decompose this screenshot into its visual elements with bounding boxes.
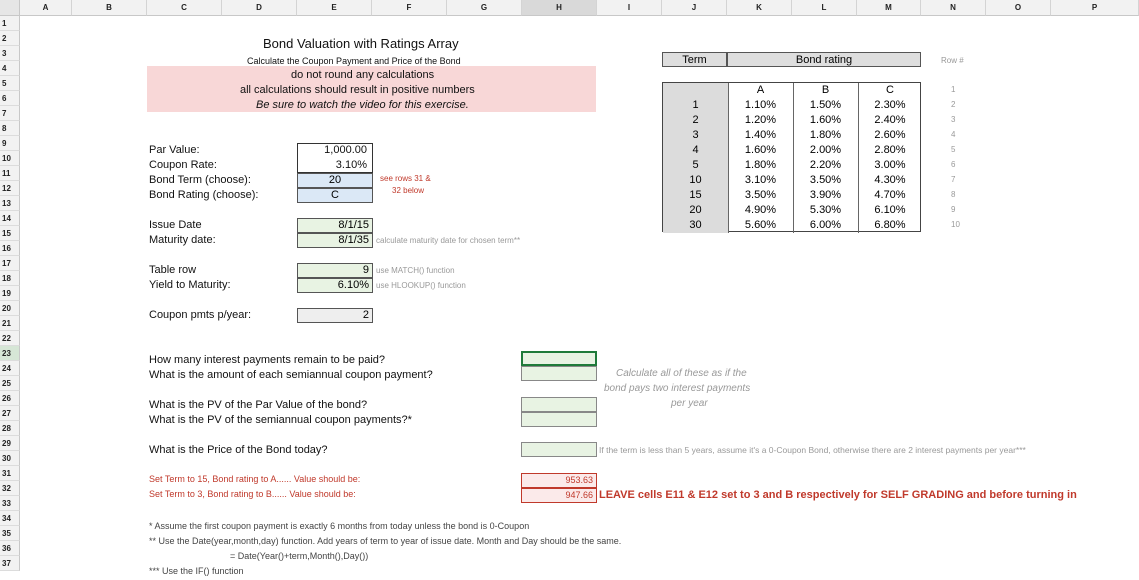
rate-cell[interactable]: 6.00% xyxy=(809,219,842,231)
row-header-36[interactable]: 36 xyxy=(0,541,20,556)
rate-cell[interactable]: 2.20% xyxy=(809,159,842,171)
coupon-label: Coupon Rate: xyxy=(149,159,217,171)
rate-cell[interactable]: 1.40% xyxy=(744,129,777,141)
term-label: Bond Term (choose): xyxy=(149,174,251,186)
row-header-23[interactable]: 23 xyxy=(0,346,20,361)
row-header-34[interactable]: 34 xyxy=(0,511,20,526)
answer-price[interactable] xyxy=(521,442,597,457)
column-header-d[interactable]: D xyxy=(222,0,297,16)
row-number-cell: 8 xyxy=(951,190,956,199)
row-header-9[interactable]: 9 xyxy=(0,136,20,151)
column-header-e[interactable]: E xyxy=(297,0,372,16)
row-number-cell: 9 xyxy=(951,205,956,214)
table-row-label: Table row xyxy=(149,264,197,276)
term-cell[interactable]: 30 xyxy=(689,219,702,231)
column-header-o[interactable]: O xyxy=(986,0,1051,16)
row-header-5[interactable]: 5 xyxy=(0,76,20,91)
table-divider xyxy=(793,83,794,233)
rate-cell[interactable]: 2.30% xyxy=(874,99,906,111)
table-row-hint: use MATCH() function xyxy=(376,266,455,275)
column-header-l[interactable]: L xyxy=(792,0,857,16)
rate-cell[interactable]: 1.60% xyxy=(744,144,777,156)
column-header-b[interactable]: B xyxy=(72,0,147,16)
row-header-4[interactable]: 4 xyxy=(0,61,20,76)
maturity-label: Maturity date: xyxy=(149,234,216,246)
row-header-8[interactable]: 8 xyxy=(0,121,20,136)
footnote-3: = Date(Year()+term,Month(),Day()) xyxy=(230,551,369,561)
row-header-7[interactable]: 7 xyxy=(0,106,20,121)
rate-cell[interactable]: 3.90% xyxy=(809,189,842,201)
row-number-cell: 4 xyxy=(951,130,956,139)
row-header-13[interactable]: 13 xyxy=(0,196,20,211)
rate-cell[interactable]: 4.70% xyxy=(874,189,906,201)
par-value-cell[interactable]: 1,000.00 xyxy=(324,144,367,156)
answer-coupon-amount[interactable] xyxy=(521,366,597,381)
rating-col-header: A xyxy=(756,84,765,96)
rate-cell[interactable]: 1.20% xyxy=(744,114,777,126)
row-header-19[interactable]: 19 xyxy=(0,286,20,301)
term-cell[interactable]: 1 xyxy=(692,99,699,111)
column-header-i[interactable]: I xyxy=(597,0,662,16)
rate-cell[interactable]: 6.80% xyxy=(874,219,906,231)
column-header-f[interactable]: F xyxy=(372,0,447,16)
table-divider xyxy=(728,83,729,233)
row-header-10[interactable]: 10 xyxy=(0,151,20,166)
row-header-30[interactable]: 30 xyxy=(0,451,20,466)
question-price: What is the Price of the Bond today? xyxy=(149,444,328,456)
rate-cell[interactable]: 2.60% xyxy=(874,129,906,141)
row-header-29[interactable]: 29 xyxy=(0,436,20,451)
ytm-label: Yield to Maturity: xyxy=(149,279,231,291)
note-video: Be sure to watch the video for this exercise. xyxy=(256,99,469,111)
column-header-g[interactable]: G xyxy=(447,0,522,16)
rate-cell[interactable]: 3.50% xyxy=(809,174,842,186)
question-pv-par: What is the PV of the Par Value of the bond? xyxy=(149,399,368,411)
row-header-18[interactable]: 18 xyxy=(0,271,20,286)
pmts-label: Coupon pmts p/year: xyxy=(149,309,252,321)
row-header-27[interactable]: 27 xyxy=(0,406,20,421)
question-coupon-amount: What is the amount of each semiannual coupon payment? xyxy=(149,369,433,381)
zero-coupon-note: If the term is less than 5 years, assume it's a 0-Coupon Bond, otherwise there are 2 interest payments per year*** xyxy=(599,445,1026,455)
column-header-j[interactable]: J xyxy=(662,0,727,16)
row-header-20[interactable]: 20 xyxy=(0,301,20,316)
page-title: Bond Valuation with Ratings Array xyxy=(263,36,459,51)
term-cell[interactable]: 5 xyxy=(692,159,699,171)
term-cell[interactable]: 2 xyxy=(692,114,699,126)
column-header-m[interactable]: M xyxy=(857,0,921,16)
ytm-hint: use HLOOKUP() function xyxy=(376,281,466,290)
side-note-line-3: per year xyxy=(671,398,708,409)
maturity-hint: calculate maturity date for chosen term** xyxy=(376,236,521,245)
note-positive: all calculations should result in positive numbers xyxy=(240,84,475,96)
table-divider xyxy=(858,83,859,233)
row-header-2[interactable]: 2 xyxy=(0,31,20,46)
row-number-cell: 5 xyxy=(951,145,956,154)
side-note-line-1: Calculate all of these as if the xyxy=(616,368,747,379)
column-header-p[interactable]: P xyxy=(1051,0,1139,16)
row-header-6[interactable]: 6 xyxy=(0,91,20,106)
answer-payments-remaining[interactable] xyxy=(521,351,597,366)
row-header-25[interactable]: 25 xyxy=(0,376,20,391)
row-header-37[interactable]: 37 xyxy=(0,556,20,571)
row-header-16[interactable]: 16 xyxy=(0,241,20,256)
note-no-round: do not round any calculations xyxy=(291,69,435,81)
rating-col-header: B xyxy=(821,84,830,96)
rate-cell[interactable]: 5.30% xyxy=(809,204,842,216)
rate-cell[interactable]: 4.90% xyxy=(744,204,777,216)
check-1-value: 953.63 xyxy=(521,473,597,488)
row-header-21[interactable]: 21 xyxy=(0,316,20,331)
row-header-32[interactable]: 32 xyxy=(0,481,20,496)
row-header-35[interactable]: 35 xyxy=(0,526,20,541)
row-header-15[interactable]: 15 xyxy=(0,226,20,241)
see-rows-note-1: see rows 31 & xyxy=(380,174,431,183)
row-header-33[interactable]: 33 xyxy=(0,496,20,511)
row-header-26[interactable]: 26 xyxy=(0,391,20,406)
bond-rating-header: Bond rating xyxy=(727,52,921,67)
footnote-1: * Assume the first coupon payment is exactly 6 months from today unless the bond is 0-Coupon xyxy=(149,521,530,531)
column-header-k[interactable]: K xyxy=(727,0,792,16)
row-header-24[interactable]: 24 xyxy=(0,361,20,376)
row-header-12[interactable]: 12 xyxy=(0,181,20,196)
footnote-2: ** Use the Date(year,month,day) function. Add years of term to year of issue date. Month and Day should be the same. xyxy=(149,536,622,546)
rating-input-cell[interactable]: C xyxy=(297,188,373,203)
leave-cells-note: LEAVE cells E11 & E12 set to 3 and B respectively for SELF GRADING and before turning in xyxy=(599,489,1077,501)
rate-cell[interactable]: 2.80% xyxy=(874,144,906,156)
column-header-h[interactable]: H xyxy=(522,0,597,16)
column-header-n[interactable]: N xyxy=(921,0,986,16)
pmts-cell[interactable]: 2 xyxy=(297,308,373,323)
table-row-cell[interactable]: 9 xyxy=(297,263,373,278)
check-2-value: 947.66 xyxy=(521,488,597,503)
row-number-cell: 1 xyxy=(951,85,956,94)
term-col-blank-header xyxy=(663,83,728,98)
rate-cell[interactable]: 1.60% xyxy=(809,114,842,126)
column-header-a[interactable]: A xyxy=(20,0,72,16)
rating-col-header: C xyxy=(886,84,894,96)
term-cell[interactable]: 20 xyxy=(689,204,702,216)
rate-cell[interactable]: 1.10% xyxy=(744,99,777,111)
select-all-corner[interactable] xyxy=(0,0,20,16)
issue-date-cell[interactable]: 8/1/15 xyxy=(297,218,373,233)
row-header-1[interactable]: 1 xyxy=(0,16,20,31)
term-cell[interactable]: 4 xyxy=(692,144,699,156)
row-header-22[interactable]: 22 xyxy=(0,331,20,346)
rate-cell[interactable]: 6.10% xyxy=(874,204,906,216)
column-header-c[interactable]: C xyxy=(147,0,222,16)
row-header-28[interactable]: 28 xyxy=(0,421,20,436)
rate-cell[interactable]: 3.10% xyxy=(744,174,777,186)
term-cell[interactable]: 10 xyxy=(689,174,702,186)
term-cell[interactable]: 3 xyxy=(692,129,699,141)
answer-pv-par[interactable] xyxy=(521,397,597,412)
row-header-3[interactable]: 3 xyxy=(0,46,20,61)
ytm-cell[interactable]: 6.10% xyxy=(297,278,373,293)
row-number-cell: 10 xyxy=(951,220,960,229)
rate-cell[interactable]: 1.80% xyxy=(809,129,842,141)
term-header: Term xyxy=(662,52,727,67)
term-cell[interactable]: 15 xyxy=(689,189,702,201)
check-2-label: Set Term to 3, Bond rating to B...... Value should be: xyxy=(149,489,356,499)
row-number-cell: 6 xyxy=(951,160,956,169)
rating-table xyxy=(662,82,921,232)
side-note-line-2: bond pays two interest payments xyxy=(604,383,751,394)
maturity-date-cell[interactable]: 8/1/35 xyxy=(297,233,373,248)
rate-cell[interactable]: 3.00% xyxy=(874,159,906,171)
term-input-cell[interactable]: 20 xyxy=(297,173,373,188)
see-rows-note-2: 32 below xyxy=(392,186,425,195)
issue-label: Issue Date xyxy=(149,219,202,231)
subtitle: Calculate the Coupon Payment and Price of the Bond xyxy=(247,56,461,66)
rate-cell[interactable]: 2.40% xyxy=(874,114,906,126)
check-1-label: Set Term to 15, Bond rating to A...... Value should be: xyxy=(149,474,361,484)
row-number-cell: 2 xyxy=(951,100,956,109)
row-number-cell: 7 xyxy=(951,175,956,184)
coupon-value-cell[interactable]: 3.10% xyxy=(335,159,367,171)
rate-cell[interactable]: 5.60% xyxy=(744,219,777,231)
row-header-31[interactable]: 31 xyxy=(0,466,20,481)
footnote-4: *** Use the IF() function xyxy=(149,566,244,576)
question-payments-remaining: How many interest payments remain to be paid? xyxy=(149,354,386,366)
rating-label: Bond Rating (choose): xyxy=(149,189,259,201)
rate-cell[interactable]: 3.50% xyxy=(744,189,777,201)
rate-cell[interactable]: 2.00% xyxy=(809,144,842,156)
row-header-17[interactable]: 17 xyxy=(0,256,20,271)
rate-cell[interactable]: 1.50% xyxy=(809,99,842,111)
row-number-header: Row # xyxy=(941,56,964,65)
question-pv-coupons: What is the PV of the semiannual coupon payments?* xyxy=(149,414,412,426)
answer-pv-coupons[interactable] xyxy=(521,412,597,427)
row-number-cell: 3 xyxy=(951,115,956,124)
rate-cell[interactable]: 1.80% xyxy=(744,159,777,171)
row-header-11[interactable]: 11 xyxy=(0,166,20,181)
rate-cell[interactable]: 4.30% xyxy=(874,174,906,186)
row-header-14[interactable]: 14 xyxy=(0,211,20,226)
par-label: Par Value: xyxy=(149,144,200,156)
